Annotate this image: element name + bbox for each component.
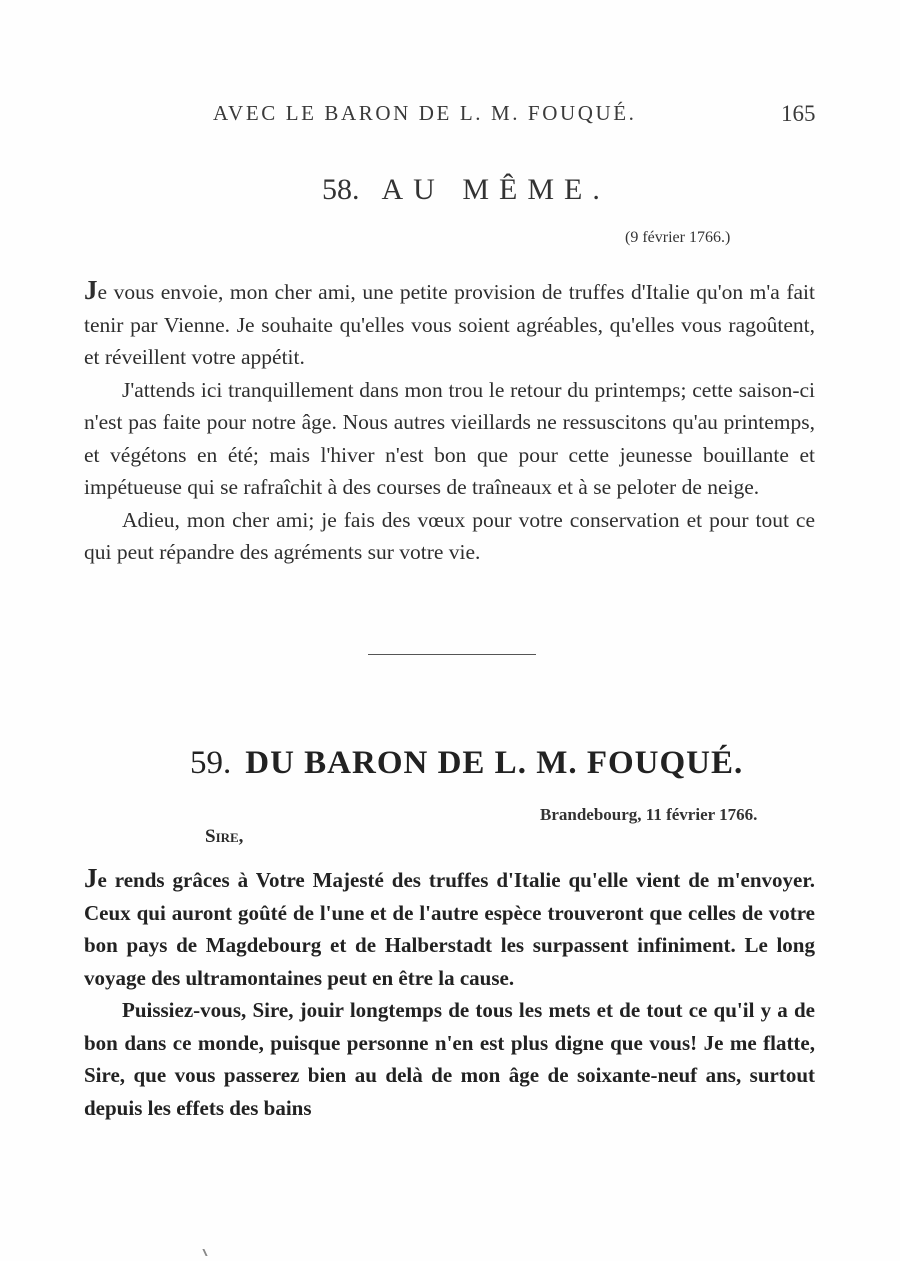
salutation: Sire, <box>205 826 244 847</box>
paragraph: Adieu, mon cher ami; je fais des vœux pour votre conservation et pour tout ce qui peut répandre des agréments sur votre vie. <box>84 507 815 564</box>
letter-58-body <box>84 276 815 569</box>
drop-cap: J <box>84 275 98 305</box>
scan-mark <box>198 1249 207 1256</box>
letter-59-date: Brandebourg, 11 février 1766. <box>540 805 758 824</box>
letter-58-date: (9 février 1766.) <box>625 229 731 246</box>
letter-59-heading <box>190 745 743 782</box>
paragraph: Puissiez-vous, Sire, jouir longtemps de tous les mets et de tout ce qu'il y a de bon dans ce monde, puisque personne n'en est plus digne que vous! Je me flatte, Sire, que vous passerez bien au delà de mon âge de soixante-neuf ans, surtout depuis les effets des bains <box>84 998 815 1120</box>
paragraph-text: e vous envoie, mon cher ami, une petite provision de truffes d'Italie qu'on m'a fait tenir par Vienne. Je souhaite qu'elles vous soient agréables, qu'elles vous ragoûtent, et réveillent votre appétit. <box>84 280 815 369</box>
letter-59-body <box>84 864 815 1124</box>
letter-58-heading <box>322 173 610 207</box>
letter-number: 59. <box>190 745 232 781</box>
letter-title: AU MÊME. <box>381 173 610 206</box>
paragraph <box>84 864 815 994</box>
letter-title: DU BARON DE L. M. FOUQUÉ. <box>245 745 744 781</box>
section-divider <box>368 654 536 655</box>
running-header-title: AVEC LE BARON DE L. M. FOUQUÉ. <box>213 101 637 125</box>
paragraph: J'attends ici tranquillement dans mon trou le retour du printemps; cette saison-ci n'est pas faite pour notre âge. Nous autres vieillards ne ressuscitons qu'au printemps, et végétons en été; mais l'hiver n'est bon que pour cette jeunesse bouillante et impétueuse qui se rafraîchit à des courses de traîneaux et à se peloter de neige. <box>84 377 815 499</box>
drop-cap: J <box>84 863 98 893</box>
paragraph <box>84 276 815 374</box>
letter-number: 58. <box>322 173 360 206</box>
paragraph-text: e rends grâces à Votre Majesté des truffes d'Italie qu'elle vient de m'envoyer. Ceux qui auront goûté de l'une et de l'autre espèce trouveront que celles de votre bon pays de Magdebourg et de Halberstadt les surpassent infiniment. Le long voyage des ultramontaines peut en être la cause. <box>84 868 815 990</box>
page-number: 165 <box>781 101 816 126</box>
